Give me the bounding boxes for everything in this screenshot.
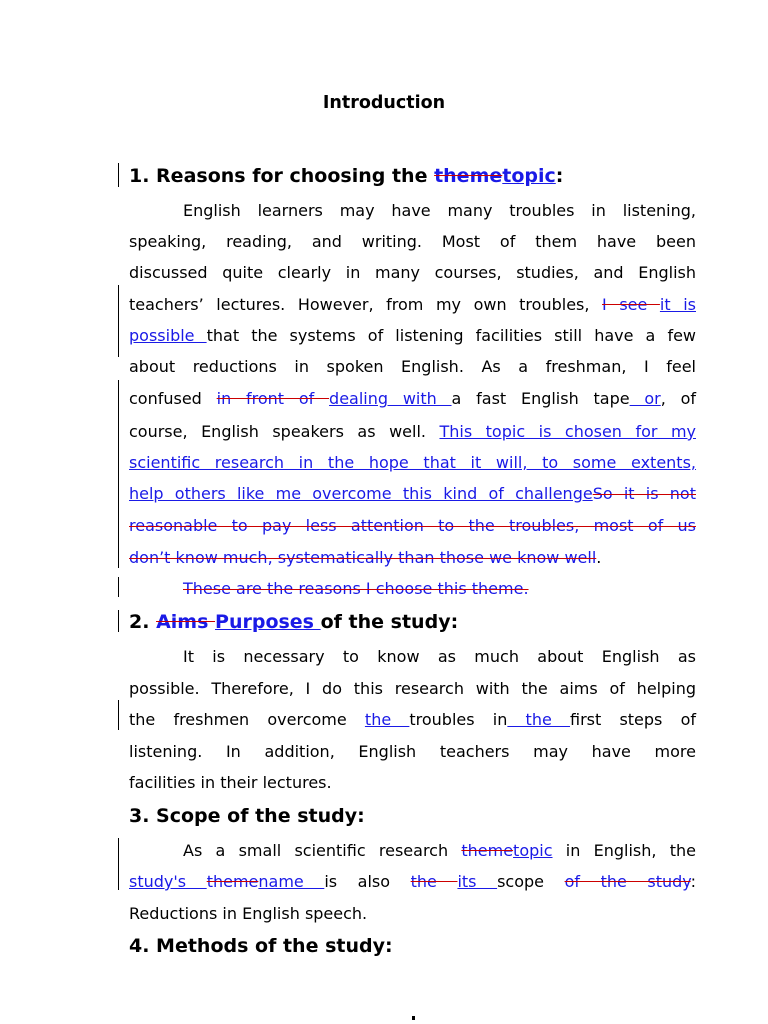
paragraph-line: possible. Therefore, I do this research with the aims of helping <box>129 679 696 698</box>
paragraph-line: discussed quite clearly in many courses, studies, and English <box>129 263 696 282</box>
paragraph-line: study's themename is also the its scope of the study: <box>129 872 696 891</box>
section-heading-1: 1. Reasons for choosing the themetopic: <box>129 165 564 187</box>
paragraph-line: As a small scientific research themetopic in English, the <box>183 841 696 860</box>
paragraph-line: teachers’ lectures. However, from my own troubles, I see it is <box>129 295 696 314</box>
paragraph-line: the freshmen overcome the troubles in the first steps of <box>129 710 697 729</box>
paragraph-line <box>129 573 696 604</box>
paragraph-line <box>129 447 696 478</box>
paragraph-line <box>129 510 696 541</box>
section-heading-2: 2. Aims Purposes of the study: <box>129 611 459 633</box>
page-title: Introduction <box>322 93 446 113</box>
section-heading-3: 3. Scope of the study: <box>129 805 365 827</box>
inserted-text: This topic is chosen for my <box>439 422 696 441</box>
deleted-text: the <box>410 872 458 891</box>
paragraph-line: facilities in their lectures. <box>129 773 332 792</box>
inserted-text: dealing with <box>329 389 452 408</box>
paragraph-line: Reductions in English speech. <box>129 904 368 923</box>
inserted-text: Purposes <box>215 611 321 633</box>
paragraph-line: possible that the systems of listening facilities still have a few <box>129 326 697 345</box>
deleted-text: don’t know much, systematically than those we know well <box>129 548 597 567</box>
inserted-text: study's <box>129 872 207 891</box>
deleted-text: theme <box>434 165 503 187</box>
paragraph-line <box>129 478 696 509</box>
deleted-text: theme <box>206 872 259 891</box>
deleted-text: theme <box>461 841 514 860</box>
change-bar <box>118 285 119 357</box>
paragraph-line: It is necessary to know as much about English as <box>183 647 696 666</box>
inserted-text: or <box>629 389 661 408</box>
deleted-text: I see <box>602 295 660 314</box>
paragraph-line: course, English speakers as well. This topic is chosen for my <box>129 422 696 441</box>
inserted-text: help others like me overcome this kind of challenge <box>129 484 593 503</box>
change-bar <box>118 163 119 187</box>
deleted-text: in front of <box>216 389 330 408</box>
inserted-text: scientific research in the hope that it will, to some extents, <box>129 453 696 472</box>
change-bar <box>118 838 119 890</box>
paragraph-line: confused in front of dealing with a fast English tape or, of <box>129 389 697 408</box>
inserted-text: topic <box>502 165 556 187</box>
inserted-text: the <box>507 710 570 729</box>
inserted-text: possible <box>129 326 207 345</box>
inserted-text: its <box>457 872 498 891</box>
change-bar <box>118 610 119 632</box>
change-bar <box>118 577 119 597</box>
paragraph-line: speaking, reading, and writing. Most of them have been <box>129 232 696 251</box>
paragraph-line: about reductions in spoken English. As a freshman, I feel <box>129 357 696 376</box>
deleted-text: So it is not <box>592 484 696 503</box>
deleted-text: Aims <box>156 611 216 633</box>
paragraph-line: listening. In addition, English teachers may have more <box>129 742 696 761</box>
inserted-text: topic <box>513 841 553 860</box>
section-heading-4: 4. Methods of the study: <box>129 935 393 957</box>
inserted-text: name <box>258 872 325 891</box>
inserted-text: the <box>364 710 410 729</box>
inserted-text: it is <box>659 295 696 314</box>
deleted-text: of the study <box>564 872 691 891</box>
change-bar <box>118 700 119 730</box>
deleted-text: reasonable to pay less attention to the troubles, most of us <box>129 516 696 535</box>
deleted-text: These are the reasons I choose this theme. <box>183 579 529 598</box>
page-number-mark <box>412 1016 415 1020</box>
paragraph-line: English learners may have many troubles in listening, <box>183 201 696 220</box>
paragraph-line: don’t know much, systematically than those we know well. <box>129 548 602 567</box>
change-bar <box>118 380 119 568</box>
